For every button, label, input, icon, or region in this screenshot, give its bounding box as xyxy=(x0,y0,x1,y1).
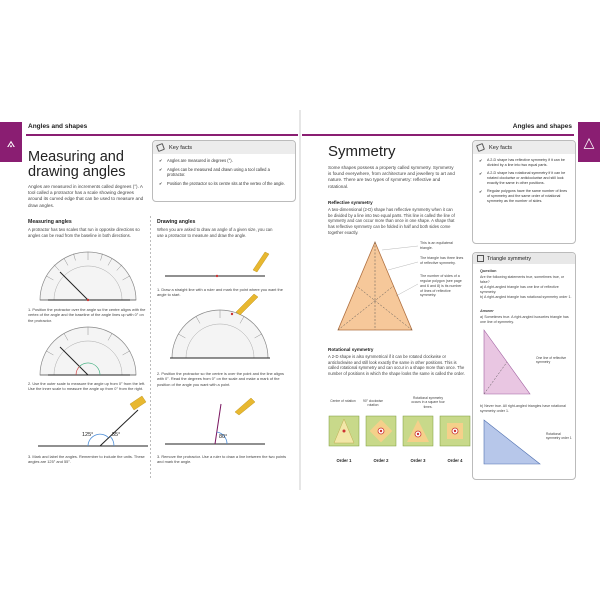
measuring-step-1: 1. Position the protractor over the angle so the centre aligns with the vertex of the angle and the baseline of the angle lines up with 0° on the protractor. xyxy=(28,307,146,323)
right-running-header: Angles and shapes xyxy=(512,123,572,130)
protractor-diagram-2 xyxy=(38,325,138,377)
order-3-label: Order 3 xyxy=(410,458,426,463)
key-icon xyxy=(476,143,485,152)
key-facts-heading: Key facts xyxy=(489,144,513,151)
key-fact-item: ✔ Angles can be measured and drawn using a tool called a protractor. xyxy=(159,167,289,178)
drawing-text: When you are asked to draw an angle of a given size, you can use a protractor to measure and draw the angle. xyxy=(157,227,273,238)
right-page xyxy=(300,110,600,490)
drawing-step-1-diagram xyxy=(165,250,275,280)
question-icon xyxy=(477,255,484,262)
triangle-symmetry-header xyxy=(473,253,575,264)
question-heading: Question xyxy=(480,269,497,273)
isosceles-right-triangle xyxy=(482,328,532,398)
answer-a: a) Sometimes true. A right-angled isosceles triangle has one line of symmetry. xyxy=(480,315,569,324)
angle-diagram-measured xyxy=(38,402,148,450)
key-fact-item: ✔ Angles are measured in degrees (°). xyxy=(159,158,289,164)
question-b: b) A right-angled triangle has rotational symmetry order 1. xyxy=(480,295,572,299)
key-facts-header xyxy=(153,141,295,154)
left-page-title: Measuring and drawing angles xyxy=(28,149,126,181)
key-fact-item: ✔ A 2-D shape has rotational symmetry if it can be rotated clockwise or anticlockwise and still look exactly the same in other positions. xyxy=(479,171,569,186)
left-intro: Angles are measured in increments called degrees (°). A tool called a protractor has a scale showing degrees around its curved edge that can be used to measure and draw angles. xyxy=(28,184,144,208)
key-facts-heading: Key facts xyxy=(169,144,193,151)
rotational-heading: Rotational symmetry xyxy=(328,347,374,352)
measuring-step-2: 2. Use the outer scale to measure the angle up from 0° from the left. Use the inner scale to measure the angle up from 0° from the right. xyxy=(28,381,146,392)
key-icon xyxy=(156,143,165,152)
key-fact-item: ✔ Position the protractor so its centre sits at the vertex of the angle. xyxy=(159,181,289,187)
left-key-facts-box xyxy=(152,140,296,202)
rotational-symmetry-tiles xyxy=(326,413,476,453)
chapter-tab-left xyxy=(0,122,22,162)
label-three-lines: The triangle has three lines of reflective symmetry. xyxy=(420,256,464,265)
reflective-heading: Reflective symmetry xyxy=(328,200,373,205)
answer-b: b) Never true. All right-angled triangles have rotational symmetry order 1. xyxy=(480,404,566,413)
order-2-label: Order 2 xyxy=(373,458,389,463)
label-centre-rotation: Centre of rotation xyxy=(330,399,356,403)
measuring-heading: Measuring angles xyxy=(28,219,72,225)
drawing-step-1: 1. Draw a straight line with a ruler and mark the point where you want the angle to start. xyxy=(157,287,283,298)
key-fact-item: ✔ A 2-D shape has reflective symmetry if it can be divided by a line into two equal parts. xyxy=(479,158,569,168)
angle-label-55: 55° xyxy=(112,432,121,438)
label-90-rotation: 90° clockwise rotation xyxy=(362,399,383,408)
order-4-label: Order 4 xyxy=(447,458,463,463)
measuring-step-3: 3. Mark and label the angles. Remember to include the units. These angles are 125° and 55°. xyxy=(28,454,145,465)
compass-icon: ⟑ xyxy=(6,134,16,150)
left-page xyxy=(0,110,300,490)
triangle-icon: △ xyxy=(583,134,595,150)
question-text: Are the following statements true, sometimes true, or false? xyxy=(480,275,565,284)
answer-heading: Answer xyxy=(480,309,494,313)
drawing-heading: Drawing angles xyxy=(157,219,196,225)
measuring-text: A protractor has two scales that run in opposite directions so angles can be read from the baseline in both directions. xyxy=(28,227,140,238)
reflective-text: A two-dimensional (2-D) shape has reflective symmetry when it can be divided by a line into two equal parts. This line is called the line of symmetry and can occur more than once in one shape. A shape that has reflective symmetry can be folded in half and both sides come together exactly. xyxy=(328,207,455,235)
angle-label-80: 80° xyxy=(219,434,228,440)
rotational-text: A 2-D shape is also symmetrical if it can be rotated clockwise or anticlockwise and still look exactly the same in other positions. This is called rotational symmetry and can occur in a shape more than once. The number of positions in which the shape looks the same is called the order. xyxy=(328,354,465,377)
right-key-facts-box xyxy=(472,140,576,244)
label-equilateral: This is an equilateral triangle. xyxy=(420,241,453,250)
order-1-label: Order 1 xyxy=(336,458,352,463)
chapter-tab-right xyxy=(578,122,600,162)
key-facts-header xyxy=(473,141,575,154)
left-running-header: Angles and shapes xyxy=(28,123,88,130)
right-header-rule xyxy=(302,134,574,136)
drawing-step-2: 2. Position the protractor so the centre is over the point and the line aligns with 0°. Read the degrees from 0° on the scale and make a mark of the position of the angle you want with a point. xyxy=(157,371,284,387)
label-four-times: Rotational symmetry occurs in a square four times. xyxy=(411,396,445,409)
label-one-line: One line of reflective symmetry xyxy=(536,356,567,365)
triangle-symmetry-heading: Triangle symmetry xyxy=(487,255,532,262)
label-order-1: Rotational symmetry order 1 xyxy=(546,432,572,441)
angle-label-125: 125° xyxy=(82,432,94,438)
right-intro: Some shapes possess a property called symmetry. Symmetry is found everywhere, from architecture and jewellery to art and nature. There are two types of symmetry: reflective and rotational. xyxy=(328,165,455,189)
right-angled-triangle xyxy=(482,418,542,466)
question-a: a) A right-angled triangle has one line of reflective symmetry. xyxy=(480,285,559,294)
drawing-step-2-diagram xyxy=(170,302,270,362)
column-divider xyxy=(150,216,151,480)
key-fact-item: ✔ Regular polygons have the same number of lines of symmetry and the same order of rotational symmetry as the number of sides. xyxy=(479,189,569,204)
label-regular-polygon: The number of sides of a regular polygon (see page and 6 and 8) is its number of lines of reflective symmetry. xyxy=(420,274,462,298)
protractor-diagram-1 xyxy=(38,250,138,302)
drawing-step-3-diagram xyxy=(165,402,275,450)
right-page-title: Symmetry xyxy=(328,143,396,160)
left-header-rule xyxy=(26,134,298,136)
drawing-step-3: 3. Remove the protractor. Use a ruler to draw a line between the two points and mark the angle. xyxy=(157,454,287,465)
book-spread xyxy=(0,110,600,490)
